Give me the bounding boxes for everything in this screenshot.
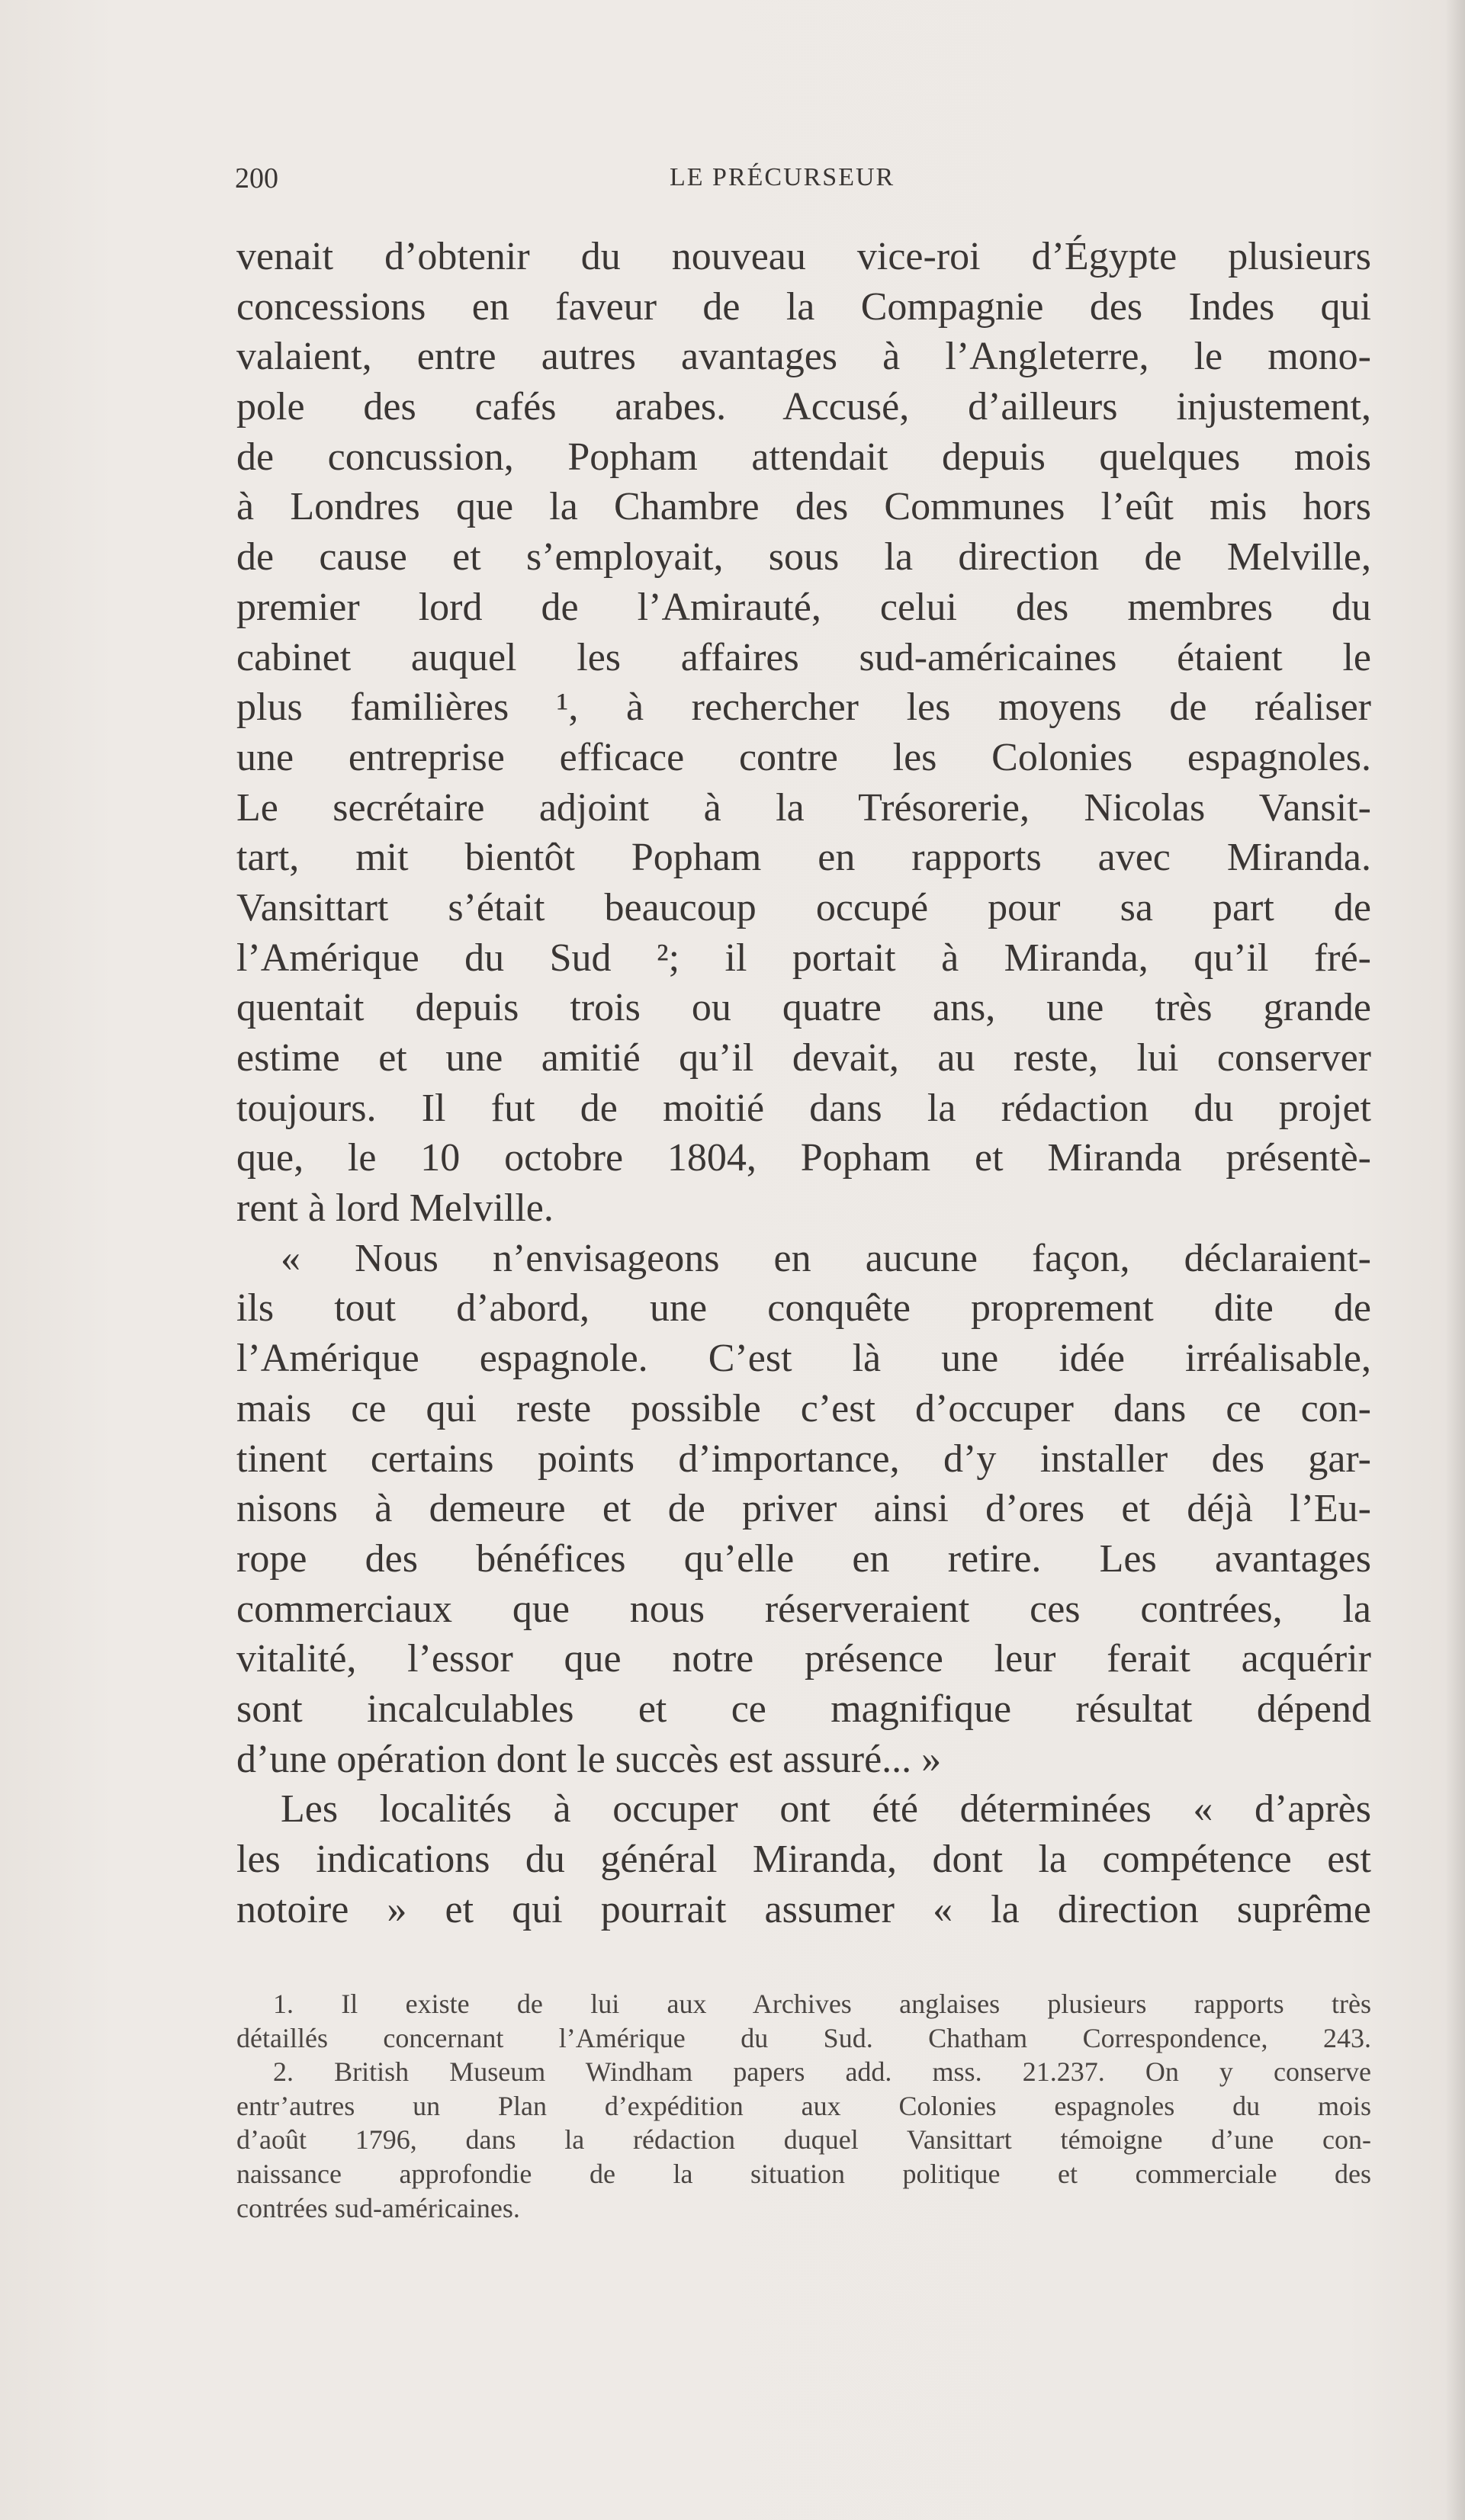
text-line: pole des cafés arabes. Accusé, d’ailleurs injustement, xyxy=(236,385,1371,429)
text-line: plus familières ¹, à rechercher les moyens de réaliser xyxy=(236,685,1371,730)
text-line: Le secrétaire adjoint à la Trésorerie, Nicolas Vansit- xyxy=(236,785,1371,830)
text-line: toujours. Il fut de moitié dans la rédaction du projet xyxy=(236,1086,1371,1130)
text-line: tinent certains points d’importance, d’y installer des gar- xyxy=(236,1437,1371,1481)
page-edge-shadow xyxy=(1445,0,1465,2520)
text-line: l’Amérique espagnole. C’est là une idée irréalisable, xyxy=(236,1337,1371,1381)
text-line: ils tout d’abord, une conquête proprement dite de xyxy=(236,1286,1371,1331)
text-line: estime et une amitié qu’il devait, au reste, lui conserver xyxy=(236,1036,1371,1080)
page-number: 200 xyxy=(235,162,278,194)
footnote-line: naissance approfondie de la situation politique et commerciale des xyxy=(236,2158,1371,2189)
text-line: de cause et s’employait, sous la direction de Melville, xyxy=(236,535,1371,579)
text-line: à Londres que la Chambre des Communes l’eût mis hors xyxy=(236,485,1371,529)
text-line: Les localités à occuper ont été déterminées « d’après xyxy=(281,1787,1371,1831)
text-line: vitalité, l’essor que notre présence leur ferait acquérir xyxy=(236,1637,1371,1681)
text-line: l’Amérique du Sud ²; il portait à Miranda, qu’il fré- xyxy=(236,936,1371,980)
text-line: rent à lord Melville. xyxy=(236,1186,554,1231)
text-line: sont incalculables et ce magnifique résultat dépend xyxy=(236,1687,1371,1731)
footnote-line: détaillés concernant l’Amérique du Sud. Chatham Correspondence, 243. xyxy=(236,2022,1371,2053)
text-line: premier lord de l’Amirauté, celui des membres du xyxy=(236,585,1371,629)
text-line: concessions en faveur de la Compagnie des Indes qui xyxy=(236,284,1371,329)
text-line: d’une opération dont le succès est assuré... » xyxy=(236,1737,942,1781)
footnote-line: 1. Il existe de lui aux Archives anglaises plusieurs rapports très xyxy=(273,1989,1371,2019)
text-line: « Nous n’envisageons en aucune façon, déclaraient- xyxy=(281,1236,1371,1280)
text-line: notoire » et qui pourrait assumer « la direction suprême xyxy=(236,1887,1371,1931)
footnote-line: d’août 1796, dans la rédaction duquel Vansittart témoigne d’une con- xyxy=(236,2124,1371,2156)
text-line: quentait depuis trois ou quatre ans, une très grande xyxy=(236,986,1371,1030)
footnote-line: 2. British Museum Windham papers add. mss. 21.237. On y conserve xyxy=(273,2056,1371,2088)
text-line: tart, mit bientôt Popham en rapports avec Miranda. xyxy=(236,836,1371,880)
page-header xyxy=(235,162,1371,204)
text-line: mais ce qui reste possible c’est d’occuper dans ce con- xyxy=(236,1386,1371,1430)
main-text xyxy=(236,232,1371,1934)
text-line: de concussion, Popham attendait depuis quelques mois xyxy=(236,435,1371,479)
footnote-line: contrées sud-américaines. xyxy=(236,2192,520,2223)
text-line: que, le 10 octobre 1804, Popham et Miranda présentè- xyxy=(236,1136,1371,1180)
text-line: valaient, entre autres avantages à l’Angleterre, le mono- xyxy=(236,335,1371,379)
text-line: nisons à demeure et de priver ainsi d’ores et déjà l’Eu- xyxy=(236,1487,1371,1531)
text-line: cabinet auquel les affaires sud-américaines étaient le xyxy=(236,635,1371,679)
text-line: une entreprise efficace contre les Colonies espagnoles. xyxy=(236,735,1371,779)
text-line: les indications du général Miranda, dont la compétence est xyxy=(236,1838,1371,1881)
text-line: venait d’obtenir du nouveau vice-roi d’Égypte plusieurs xyxy=(236,235,1371,278)
running-title: LE PRÉCURSEUR xyxy=(670,163,895,191)
text-line: commerciaux que nous réserveraient ces contrées, la xyxy=(236,1587,1371,1631)
text-line: Vansittart s’était beaucoup occupé pour sa part de xyxy=(236,885,1371,929)
text-line: rope des bénéfices qu’elle en retire. Les avantages xyxy=(236,1536,1371,1581)
footnote-line: entr’autres un Plan d’expédition aux Colonies espagnoles du mois xyxy=(236,2090,1371,2121)
footnotes xyxy=(236,1987,1371,2225)
